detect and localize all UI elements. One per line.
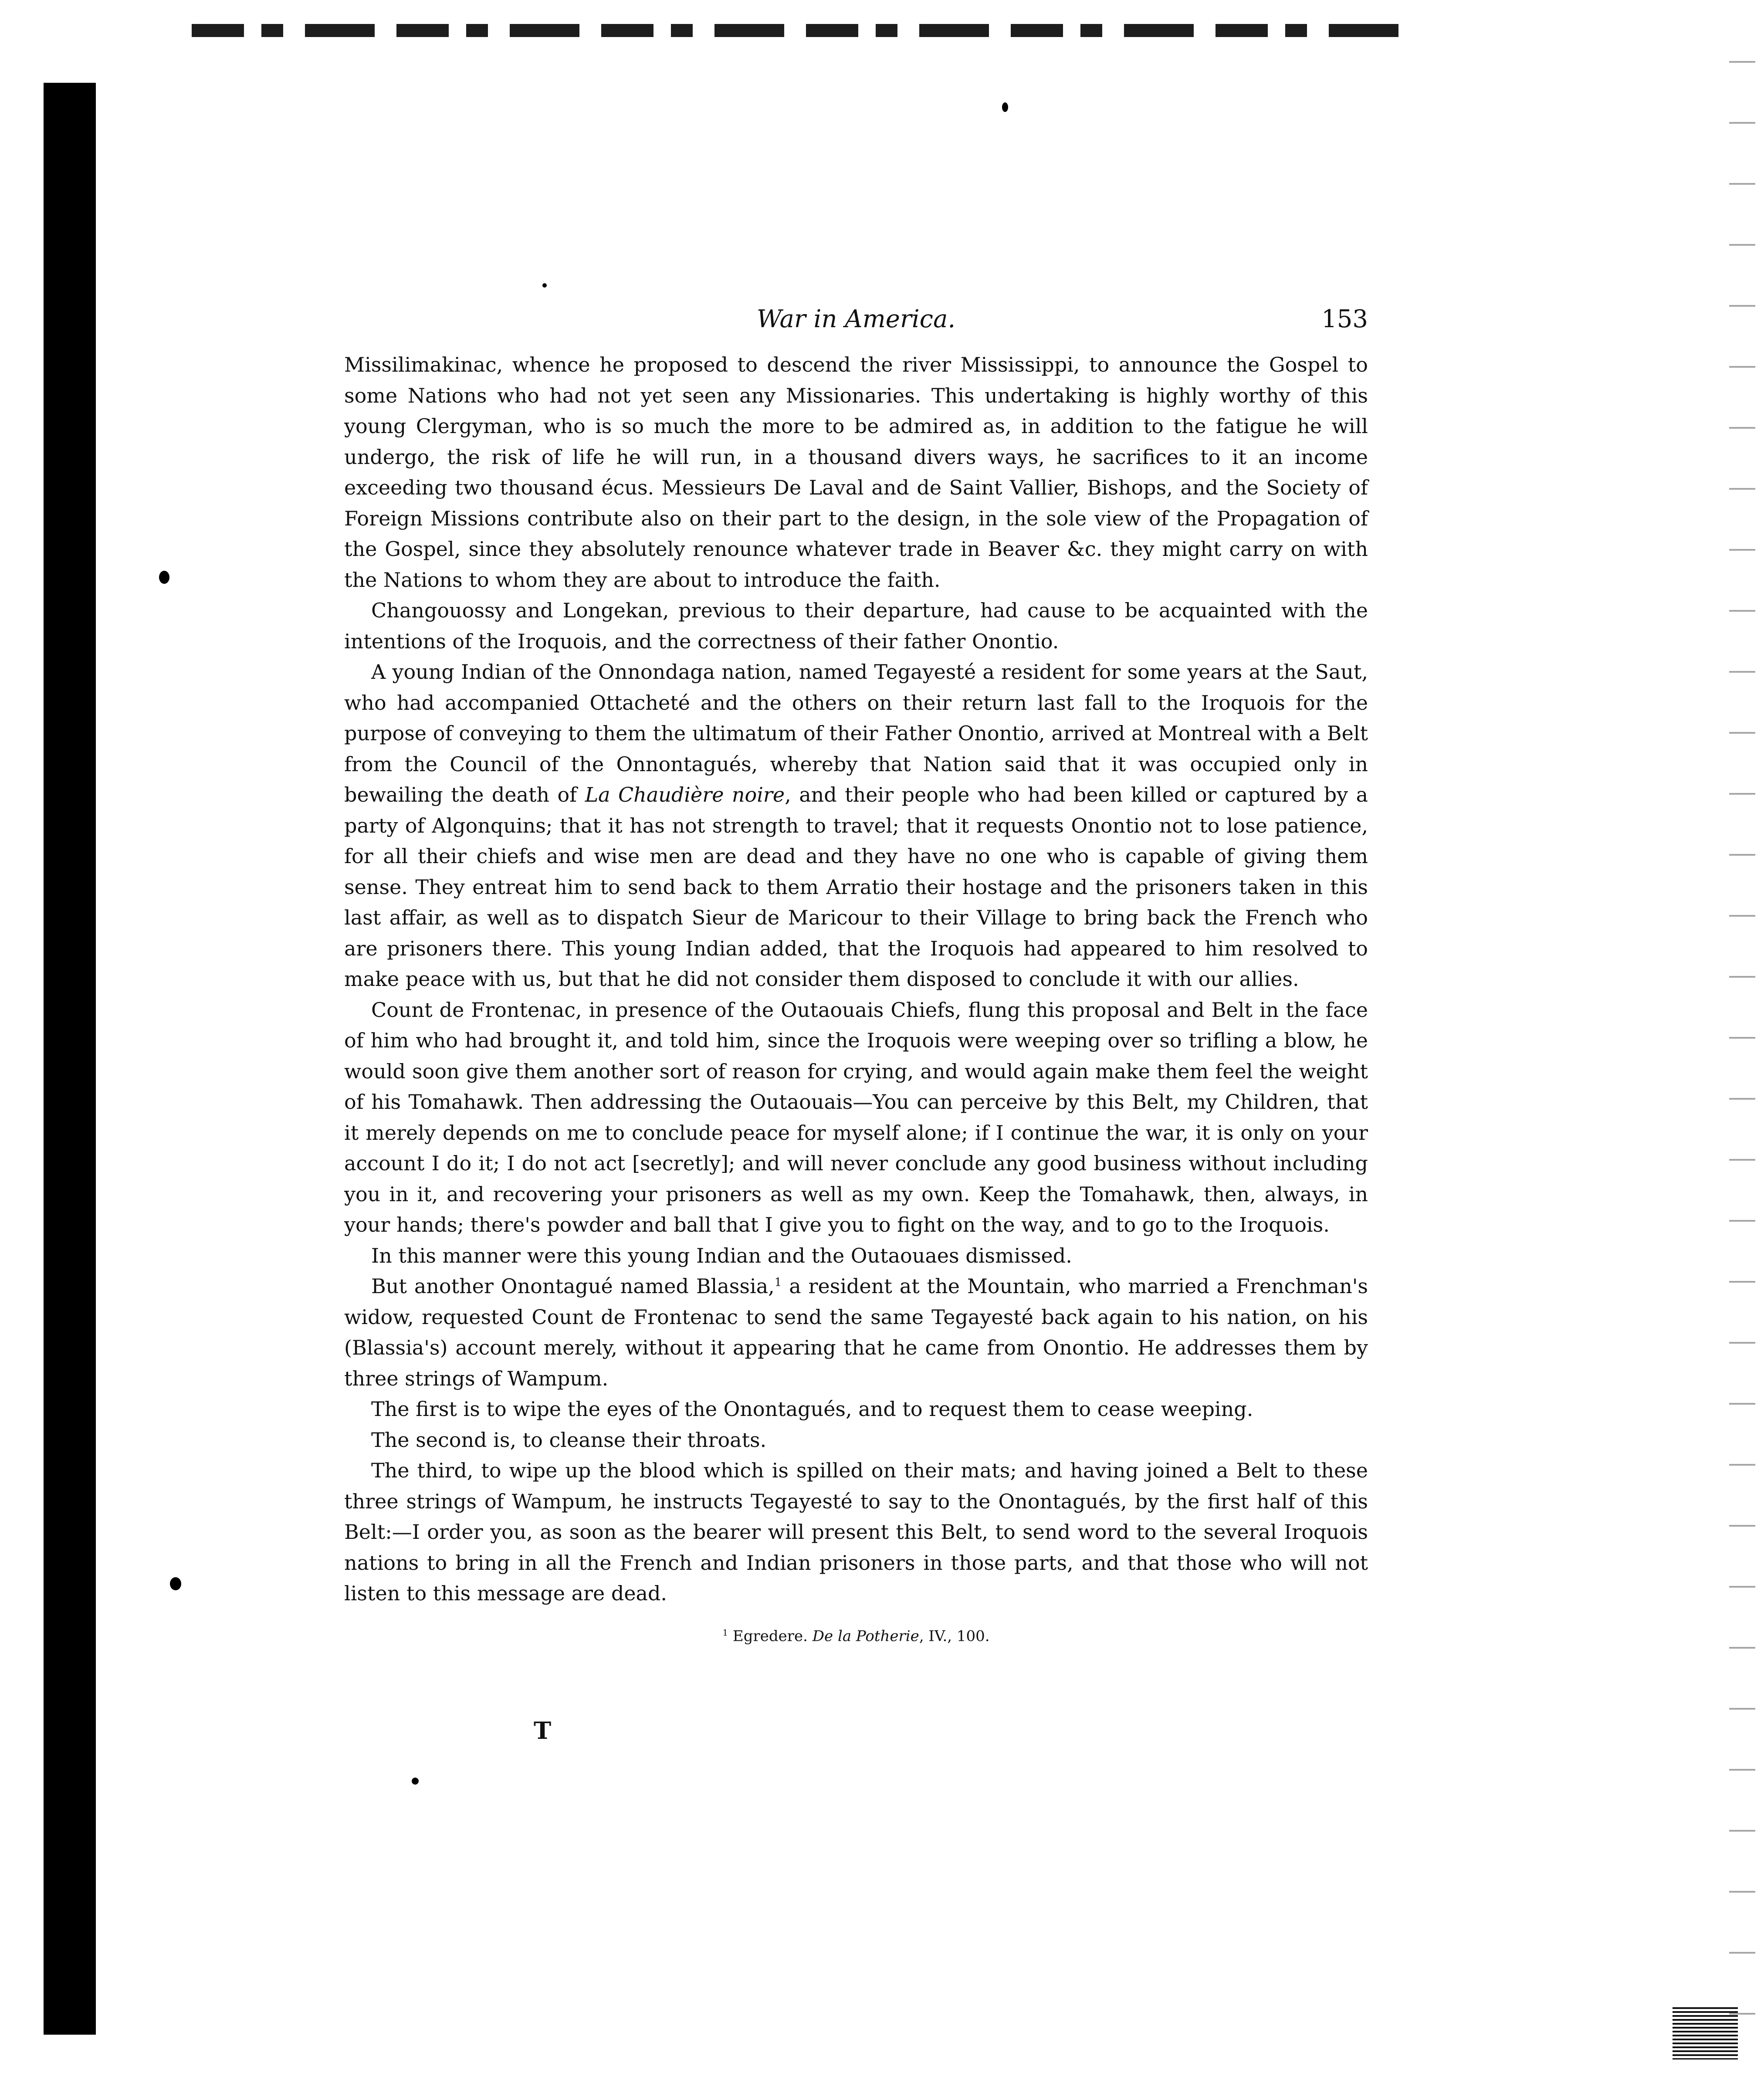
body-text	[344, 349, 1368, 1609]
footnote-text: , IV., 100.	[919, 1627, 990, 1645]
footnote-italic: De la Potherie	[812, 1627, 919, 1645]
paragraph	[344, 657, 1368, 995]
paragraph: Missilimakinac, whence he proposed to descend the river Mississippi, to announce the Gospel to some Nations who had not yet seen any Missionaries. This undertaking is highly worthy of this young Clergyman, who is so much the more to be admired as, in addition to the fatigue he will undergo, the risk of life he will run, in a thousand divers ways, he sacrifices to it an income exceeding two thousand écus. Messieurs De Laval and de Saint Vallier, Bishops, and the Society of Foreign Missions contribute also on their part to the design, in the sole view of the Propagation of the Gospel, since they absolutely renounce whatever trade in Beaver &c. they might carry on with the Nations to whom they are about to introduce the faith.	[344, 353, 1368, 592]
paragraph: The second is, to cleanse their throats.	[371, 1428, 767, 1452]
ink-speck	[542, 283, 547, 288]
scan-corner-artifact	[1673, 2007, 1738, 2060]
paragraph-text: a resident at the Mountain, who married a Frenchman's widow, requested Count de Frontenac to send the same Tegayesté back again to his nation, on his (Blassia's) account merely, without it appearing that he came from Onontio. He addresses them by three strings of Wampum.	[344, 1274, 1368, 1390]
ink-speck	[1002, 102, 1008, 112]
footnote-marker: 1	[722, 1627, 728, 1638]
italic-phrase: La Chaudière noire	[585, 783, 785, 806]
signature-mark: T	[534, 1717, 552, 1744]
running-title: War in America.	[756, 305, 956, 333]
paragraph-text: A young Indian of the Onnondaga nation, named Tegayesté a resident for some years at the Saut, who had accompanied Ottacheté and the others on their return last fall to the Iroquois for the purpose of conveying to them the ultimatum of their Father Onontio, arrived at Montreal with a Belt from the Council of the Onnontagués, whereby that Nation said that it was occupied only in bewailing the death of	[344, 660, 1368, 806]
ink-speck	[412, 1778, 419, 1785]
page-number: 153	[1321, 305, 1368, 333]
paragraph-text: , and their people who had been killed or captured by a party of Algonquins; that it has not strength to travel; that it requests Onontio not to lose patience, for all their chiefs and wise men are dead and they have no one who is capable of giving them sense. They entreat him to send back to them Arratio their hostage and the prisoners taken in this last affair, as well as to dispatch Sieur de Maricour to their Village to bring back the French who are prisoners there. This young Indian added, that the Iroquois had appeared to him resolved to make peace with us, but that he did not consider them disposed to conclude it with our allies.	[344, 783, 1368, 991]
paragraph	[344, 1271, 1368, 1394]
paragraph: Changouossy and Longekan, previous to their departure, had cause to be acquainted with the intentions of the Iroquois, and the correctness of their father Onontio.	[344, 599, 1368, 653]
running-head	[344, 305, 1368, 335]
ink-speck	[170, 1577, 181, 1590]
paragraph: The first is to wipe the eyes of the Onontagués, and to request them to cease weeping.	[371, 1397, 1253, 1421]
footnote-reference: 1	[774, 1276, 782, 1289]
footnote-text: Egredere.	[728, 1627, 813, 1645]
ink-speck	[159, 571, 169, 584]
paragraph-text: But another Onontagué named Blassia,	[371, 1274, 775, 1298]
book-page	[344, 305, 1368, 1645]
scan-right-edge-artifact	[1729, 35, 1755, 2039]
paragraph: In this manner were this young Indian and the Outaouaes dismissed.	[371, 1243, 1072, 1267]
paragraph: Count de Frontenac, in presence of the Outaouais Chiefs, flung this proposal and Belt in the face of him who had brought it, and told him, since the Iroquois were weeping over so trifling a blow, he would soon give them another sort of reason for crying, and would again make them feel the weight of his Tomahawk. Then addressing the Outaouais—You can perceive by this Belt, my Children, that it merely depends on me to conclude peace for myself alone; if I continue the war, it is only on your account I do it; I do not act [secretly]; and will never conclude any good business without including you in it, and recovering your prisoners as well as my own. Keep the Tomahawk, then, always, in your hands; there's powder and ball that I give you to fight on the way, and to go to the Iroquois.	[344, 998, 1368, 1236]
paragraph: The third, to wipe up the blood which is spilled on their mats; and having joined a Belt to these three strings of Wampum, he instructs Tegayesté to say to the Onontagués, by the first half of this Belt:—I order you, as soon as the bearer will present this Belt, to send word to the several Iroquois nations to bring in all the French and Indian prisoners in those parts, and that those who will not listen to this message are dead.	[344, 1459, 1368, 1605]
scan-top-edge-artifact	[192, 24, 1412, 37]
scan-binding-shadow	[44, 83, 96, 2035]
footnote	[344, 1627, 1368, 1645]
